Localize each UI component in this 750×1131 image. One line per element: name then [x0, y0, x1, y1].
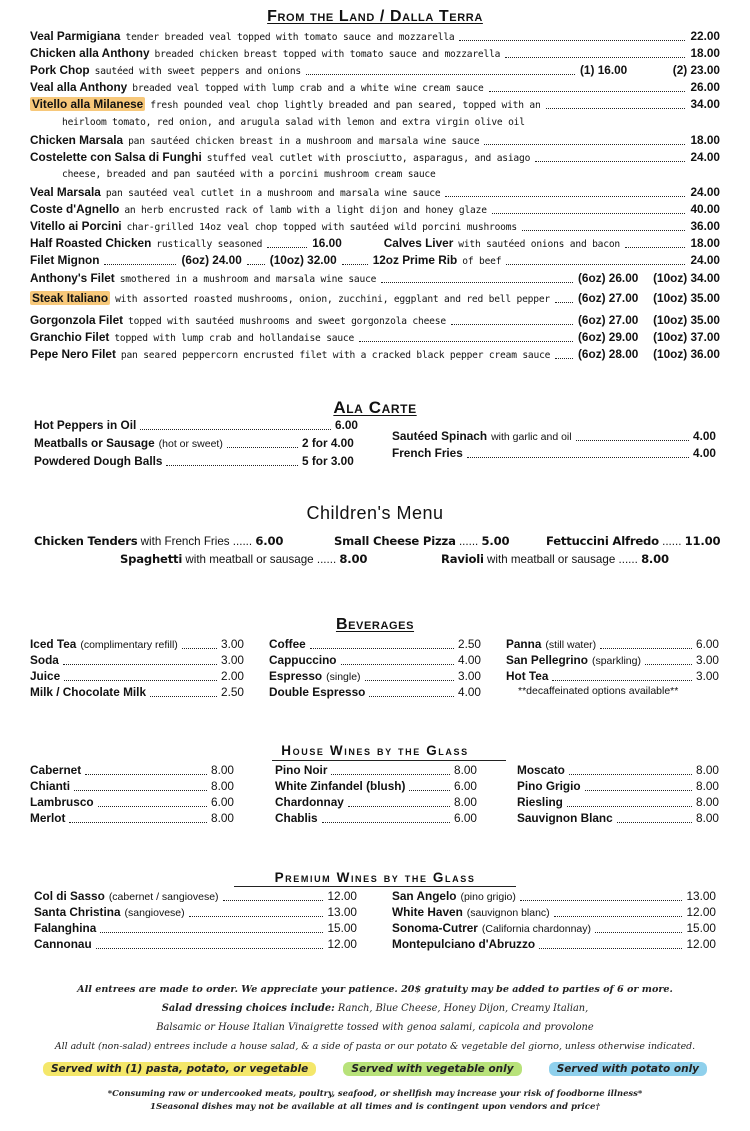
item-desc: an herb encrusted rack of lamb with a light dijon and honey glaze	[124, 205, 487, 216]
wine-item	[517, 795, 719, 811]
item-note: with French Fries ......	[140, 535, 253, 548]
menu-item-steak-italiano	[30, 291, 720, 308]
beverage-item	[506, 653, 719, 669]
item-name: Milk / Chocolate Milk	[30, 685, 147, 699]
menu-item-anthonys-filet	[30, 271, 720, 288]
item-note: (sparkling)	[591, 655, 641, 667]
item-note: (single)	[326, 671, 361, 683]
item-price: 5.00	[481, 534, 510, 548]
item-name: Sautéed Spinach	[392, 429, 488, 443]
item-desc: pan seared peppercorn encrusted filet with a cracked black pepper cream sauce	[120, 350, 551, 361]
item-name: Vitello alla Milanese	[32, 97, 144, 111]
item-desc: topped with sautéed mushrooms and sweet gorgonzola cheese	[128, 316, 446, 327]
item-name: Powdered Dough Balls	[34, 454, 163, 468]
item-price: 8.00	[696, 763, 719, 777]
footer-consumption-warning	[0, 1088, 750, 1098]
item-name: Veal alla Anthony	[30, 80, 128, 94]
item-price: 12.00	[327, 889, 357, 903]
item-price-one: (1) 16.00	[580, 63, 628, 77]
ala-carte-title: Ala Carte	[333, 398, 417, 417]
item-price: 8.00	[211, 811, 234, 825]
item-name: Sauvignon Blanc	[517, 811, 613, 825]
item-price-prime-rib: 24.00	[690, 253, 720, 267]
item-desc: tender breaded veal topped with tomato sauce and mozzarella	[125, 32, 455, 43]
item-name: Soda	[30, 653, 59, 667]
item-name: White Haven	[392, 905, 463, 919]
item-price: 8.00	[641, 552, 669, 566]
item-name: Costelette con Salsa di Funghi	[30, 150, 202, 164]
item-price: 8.00	[454, 763, 477, 777]
item-price: 6.00	[211, 795, 234, 809]
item-name: Panna	[506, 637, 542, 651]
item-price: 12.00	[686, 905, 716, 919]
item-name: Small Cheese Pizza	[334, 534, 456, 548]
premium-wine-item	[34, 889, 357, 905]
wine-item	[275, 811, 477, 827]
kids-item-chicken-tenders	[34, 534, 283, 548]
item-desc: pan sautéed chicken breast in a mushroom and marsala wine sauce	[128, 136, 480, 147]
item-name: Granchio Filet	[30, 330, 110, 344]
item-desc: topped with lump crab and hollandaise sauce	[114, 333, 355, 344]
item-name: Chianti	[30, 779, 70, 793]
item-name: Veal Marsala	[30, 185, 101, 199]
kids-item-fettuccini-alfredo	[546, 534, 720, 548]
beverage-item	[269, 669, 481, 685]
menu-item-pork-chop	[30, 63, 720, 80]
premium-wine-item	[34, 937, 357, 953]
item-desc-continued: cheese, breaded and pan sautéed with a porcini mushroom cream sauce	[62, 169, 436, 180]
item-price: 12.00	[686, 937, 716, 951]
item-note: with meatball or sausage ......	[487, 553, 638, 566]
item-price: 5 for 3.00	[302, 454, 354, 468]
item-name: Montepulciano d'Abruzzo	[392, 937, 536, 951]
item-name: Pepe Nero Filet	[30, 347, 116, 361]
item-price: 4.00	[693, 429, 716, 443]
item-note: (complimentary refill)	[80, 639, 178, 651]
item-name: Pork Chop	[30, 63, 90, 77]
item-price-10oz: (10oz) 34.00	[653, 271, 720, 285]
item-price: 6.00	[454, 811, 477, 825]
item-name: Iced Tea	[30, 637, 77, 651]
item-note: (still water)	[545, 639, 597, 651]
item-name: Steak Italiano	[32, 291, 109, 305]
item-note: ......	[662, 535, 682, 548]
item-name: Meatballs or Sausage	[34, 436, 155, 450]
item-price: 2 for 4.00	[302, 436, 354, 450]
item-price: 18.00	[690, 46, 720, 60]
footer-entree-note	[0, 1041, 750, 1052]
wine-item	[30, 811, 234, 827]
item-price-6oz: (6oz) 26.00	[578, 271, 639, 285]
menu-item-veal-marsala	[30, 185, 720, 202]
item-name: Chablis	[275, 811, 318, 825]
item-price: 2.50	[221, 685, 244, 699]
menu-item-chicken-marsala	[30, 133, 720, 150]
ala-carte-item	[34, 436, 358, 452]
item-price: 15.00	[686, 921, 716, 935]
item-name: San Pellegrino	[506, 653, 588, 667]
item-note: (sauvignon blanc)	[466, 907, 550, 919]
menu-item-vitello-alla-milanese	[30, 97, 720, 114]
footer-legend	[0, 1062, 750, 1076]
premium-wine-item	[392, 889, 716, 905]
item-note: with garlic and oil	[491, 431, 572, 443]
item-price: 8.00	[696, 811, 719, 825]
beverage-item	[30, 653, 244, 669]
item-desc: breaded chicken breast topped with tomato sauce and mozzarella	[154, 49, 501, 60]
ala-carte-item	[34, 418, 358, 434]
item-desc: with assorted roasted mushrooms, onion, zucchini, eggplant and red bell pepper	[115, 294, 550, 305]
legend-tag-pasta-potato-vegetable: Served with (1) pasta, potato, or vegetable	[43, 1062, 316, 1076]
footer-line: 1Seasonal dishes may not be available at all times and is contingent upon vendors and price†	[150, 1102, 600, 1112]
item-desc-calves-liver: with sautéed onions and bacon	[458, 239, 620, 250]
item-desc: breaded veal topped with lump crab and a white wine cream sauce	[132, 83, 484, 94]
item-name: Spaghetti	[120, 552, 183, 566]
item-name: Filet Mignon	[30, 253, 100, 267]
item-price-calves-liver: 18.00	[690, 236, 720, 250]
item-price: 26.00	[690, 80, 720, 94]
item-name: Chicken Marsala	[30, 133, 124, 147]
item-name: Double Espresso	[269, 685, 366, 699]
item-price: 3.00	[221, 653, 244, 667]
beverage-item	[269, 637, 481, 653]
item-name: Col di Sasso	[34, 889, 105, 903]
item-desc: smothered in a mushroom and marsala wine sauce	[119, 274, 377, 285]
item-desc: sautéed with sweet peppers and onions	[94, 66, 301, 77]
menu-item-pepe-nero-filet	[30, 347, 720, 364]
item-name: Cannonau	[34, 937, 92, 951]
wine-item	[517, 811, 719, 827]
footer-line: All adult (non-salad) entrees include a house salad, & a side of pasta or our potato & vegetable del giorno, unless otherwise indicated.	[54, 1041, 696, 1052]
menu-item-veal-parmigiana	[30, 29, 720, 46]
footer-line: All entrees are made to order. We appreciate your patience. 20$ gratuity may be added to parties of 6 or more.	[77, 984, 673, 995]
item-note: (pino grigio)	[460, 891, 516, 903]
item-name: Lambrusco	[30, 795, 94, 809]
premium-wines-title: Premium Wines by the Glass	[274, 870, 476, 885]
item-name: Veal Parmigiana	[30, 29, 121, 43]
item-name: San Angelo	[392, 889, 457, 903]
item-desc: fresh pounded veal chop lightly breaded and pan seared, topped with an	[150, 100, 541, 111]
beverage-item	[269, 685, 481, 701]
item-price-10oz: (10oz) 36.00	[653, 347, 720, 361]
item-note: (cabernet / sangiovese)	[108, 891, 219, 903]
premium-wine-item	[34, 921, 357, 937]
item-name: Coste d'Agnello	[30, 202, 120, 216]
item-price: 3.00	[696, 669, 719, 683]
item-name: Half Roasted Chicken	[30, 236, 152, 250]
item-note: (hot or sweet)	[158, 438, 223, 450]
item-price: 22.00	[690, 29, 720, 43]
item-price: 24.00	[690, 185, 720, 199]
item-name: Espresso	[269, 669, 323, 683]
item-price: 4.00	[458, 653, 481, 667]
item-price-6oz: (6oz) 27.00	[578, 291, 639, 305]
item-price: 6.00	[335, 418, 358, 432]
item-name: Sonoma-Cutrer	[392, 921, 478, 935]
item-price: 15.00	[327, 921, 357, 935]
menu-item-costelette	[30, 150, 720, 167]
item-note: (California chardonnay)	[481, 923, 592, 935]
menu-item-veal-alla-anthony	[30, 80, 720, 97]
wine-item	[275, 763, 477, 779]
item-price: 8.00	[696, 795, 719, 809]
item-name: Ravioli	[441, 552, 484, 566]
house-wines-underline	[272, 760, 506, 761]
childrens-menu-title: Children's Menu	[306, 503, 444, 523]
item-name: Cabernet	[30, 763, 82, 777]
item-price: 3.00	[221, 637, 244, 651]
item-price: 2.50	[458, 637, 481, 651]
item-price: 34.00	[690, 97, 720, 111]
item-name: Chicken Tenders	[34, 534, 138, 548]
item-desc-prime-rib: of beef	[462, 256, 502, 267]
menu-item-coste-d-agnello	[30, 202, 720, 219]
footer-line: Balsamic or House Italian Vinaigrette tossed with genoa salami, capicola and provolone	[156, 1022, 594, 1033]
item-price: 36.00	[690, 219, 720, 233]
item-name: Santa Christina	[34, 905, 121, 919]
item-name-calves-liver: Calves Liver	[383, 236, 454, 250]
item-name: Coffee	[269, 637, 306, 651]
item-price-10oz: (10oz) 35.00	[653, 313, 720, 327]
item-name: Fettuccini Alfredo	[546, 534, 659, 548]
item-price: 8.00	[454, 795, 477, 809]
item-price: 11.00	[684, 534, 721, 548]
item-price: 12.00	[327, 937, 357, 951]
item-price-two: (2) 23.00	[672, 63, 720, 77]
wine-item	[275, 795, 477, 811]
item-price: 2.00	[221, 669, 244, 683]
item-price: 40.00	[690, 202, 720, 216]
footer-dressing-label: Salad dressing choices include:	[161, 1003, 335, 1014]
item-name: Hot Peppers in Oil	[34, 418, 137, 432]
item-name-prime-rib: 12oz Prime Rib	[372, 253, 458, 267]
menu-item-gorgonzola-filet	[30, 313, 720, 330]
item-price: 24.00	[690, 150, 720, 164]
item-name: Chardonnay	[275, 795, 344, 809]
item-name: White Zinfandel (blush)	[275, 779, 406, 793]
kids-item-spaghetti	[120, 552, 367, 566]
house-wines-title: House Wines by the Glass	[281, 743, 469, 758]
item-name: French Fries	[392, 446, 463, 460]
legend-tag-vegetable-only: Served with vegetable only	[343, 1062, 521, 1076]
menu-item-chicken-alla-anthony	[30, 46, 720, 63]
item-price: 16.00	[312, 236, 342, 250]
item-price: 4.00	[458, 685, 481, 699]
item-price: 8.00	[339, 552, 368, 566]
item-price: 8.00	[211, 779, 234, 793]
item-name: Pino Noir	[275, 763, 328, 777]
item-note: ......	[458, 535, 479, 548]
item-price: 6.00	[696, 637, 719, 651]
kids-item-ravioli	[441, 552, 669, 566]
item-name: Anthony's Filet	[30, 271, 115, 285]
premium-wine-item	[392, 905, 716, 921]
footer-line: *Consuming raw or undercooked meats, poultry, seafood, or shellfish may increase your risk of foodborne illness*	[107, 1088, 643, 1098]
wine-item	[30, 779, 234, 795]
item-price-6oz: (6oz) 27.00	[578, 313, 639, 327]
item-price: 6.00	[454, 779, 477, 793]
premium-wines-underline	[234, 886, 516, 887]
beverage-item	[506, 669, 719, 685]
beverage-item	[506, 637, 719, 653]
footer-order-note	[0, 984, 750, 995]
wine-item	[30, 795, 234, 811]
item-price-6oz: (6oz) 24.00	[181, 253, 242, 267]
menu-item-vitello-ai-porcini	[30, 219, 720, 236]
menu-item-half-roasted-chicken	[30, 236, 720, 253]
kids-item-small-cheese-pizza	[334, 534, 509, 548]
item-name: Pino Grigio	[517, 779, 581, 793]
wine-item	[517, 763, 719, 779]
item-name: Vitello ai Porcini	[30, 219, 122, 233]
ala-carte-item	[392, 429, 716, 445]
premium-wine-item	[392, 937, 716, 953]
menu-item-filet-mignon	[30, 253, 720, 270]
menu-item-granchio-filet	[30, 330, 720, 347]
item-desc: stuffed veal cutlet with prosciutto, asparagus, and asiago	[206, 153, 531, 164]
item-name: Cappuccino	[269, 653, 337, 667]
wine-item	[275, 779, 477, 795]
item-name: Falanghina	[34, 921, 97, 935]
item-note: with meatball or sausage ......	[185, 553, 337, 566]
item-price: 13.00	[327, 905, 357, 919]
item-price-6oz: (6oz) 29.00	[578, 330, 639, 344]
beverage-item	[30, 685, 244, 701]
beverage-item	[269, 653, 481, 669]
item-price-10oz: (10oz) 35.00	[653, 291, 720, 305]
item-desc-continued: heirloom tomato, red onion, and arugula salad with lemon and extra virgin olive oil	[62, 117, 525, 128]
item-price: 13.00	[686, 889, 716, 903]
item-name: Riesling	[517, 795, 563, 809]
item-price: 6.00	[255, 534, 284, 548]
item-name: Juice	[30, 669, 61, 683]
item-price-10oz: (10oz) 37.00	[653, 330, 720, 344]
item-price: 8.00	[696, 779, 719, 793]
item-name: Gorgonzola Filet	[30, 313, 124, 327]
item-price-10oz: (10oz) 32.00	[269, 253, 337, 267]
beverage-item	[30, 637, 244, 653]
ala-carte-item	[34, 454, 358, 470]
footer-vinaigrette-note	[0, 1022, 750, 1033]
item-price: 8.00	[211, 763, 234, 777]
item-desc: char-grilled 14oz veal chop topped with sautéed wild porcini mushrooms	[126, 222, 517, 233]
footer-seasonal-note	[0, 1102, 750, 1112]
item-name: Hot Tea	[506, 669, 549, 683]
item-desc: pan sautéed veal cutlet in a mushroom and marsala wine sauce	[105, 188, 441, 199]
item-note: (sangiovese)	[124, 907, 185, 919]
item-price: 3.00	[458, 669, 481, 683]
item-name: Moscato	[517, 763, 565, 777]
decaf-note: **decaffeinated options available**	[518, 685, 679, 697]
land-section-title: From the Land / Dalla Terra	[267, 8, 483, 25]
ala-carte-item	[392, 446, 716, 462]
legend-tag-potato-only: Served with potato only	[549, 1062, 707, 1076]
item-price: 3.00	[696, 653, 719, 667]
item-price-6oz: (6oz) 28.00	[578, 347, 639, 361]
premium-wine-item	[392, 921, 716, 937]
beverages-title: Beverages	[335, 616, 415, 633]
wine-item	[30, 763, 234, 779]
footer-dressing-options: Ranch, Blue Cheese, Honey Dijon, Creamy Italian,	[337, 1003, 589, 1014]
beverage-item	[30, 669, 244, 685]
item-desc: rustically seasoned	[156, 239, 263, 250]
item-price: 18.00	[690, 133, 720, 147]
premium-wine-item	[34, 905, 357, 921]
wine-item	[517, 779, 719, 795]
item-price: 4.00	[693, 446, 716, 460]
footer-dressing-note	[0, 1003, 750, 1014]
item-name: Merlot	[30, 811, 66, 825]
item-name: Chicken alla Anthony	[30, 46, 150, 60]
